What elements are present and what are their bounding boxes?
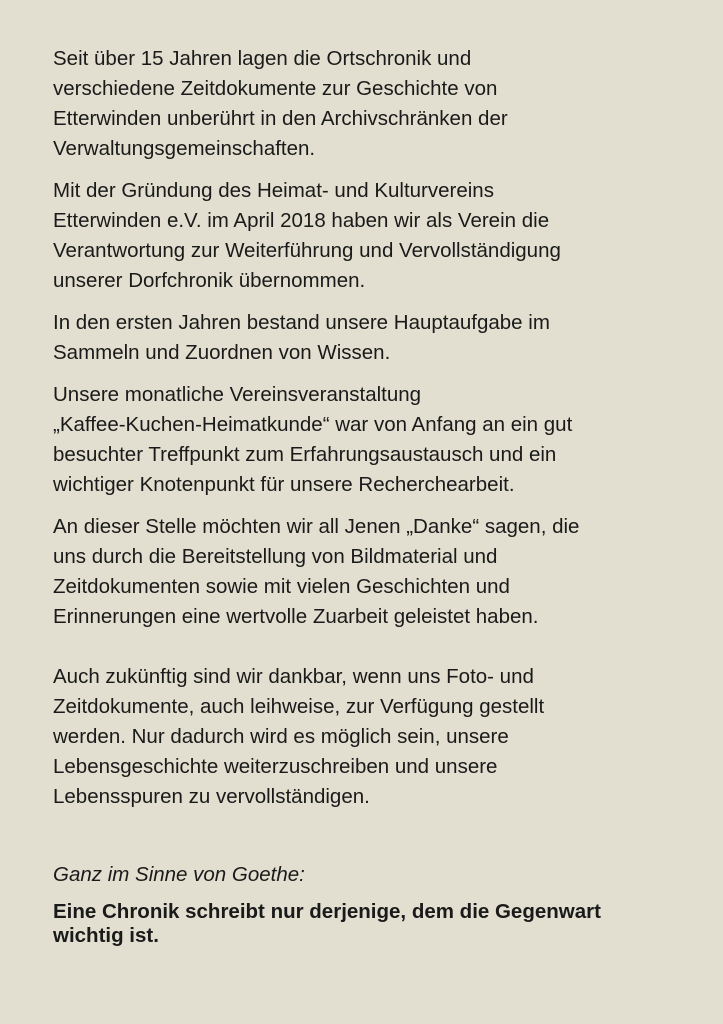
paragraph-main-task: In den ersten Jahren bestand unsere Hauptaufgabe im Sammeln und Zuordnen von Wissen. (53, 311, 550, 364)
paragraph-thanks: An dieser Stelle möchten wir all Jenen „Danke“ sagen, die uns durch die Bereitstellung von Bildmaterial und Zeitdokumenten sowie mit vielen Geschichten und Erinnerungen eine wertvolle Zuarbeit geleistet haben. (53, 515, 580, 628)
paragraph-monthly-event: Unsere monatliche Vereinsveranstaltung „Kaffee-Kuchen-Heimatkunde“ war von Anfang an ein gut besuchter Treffpunkt zum Erfahrungsaustausch und ein wichtiger Knotenpunkt für unsere Recherchearbeit. (53, 383, 573, 496)
paragraph-association-founding: Mit der Gründung des Heimat- und Kulturvereins Etterwinden e.V. im April 2018 haben wir als Verein die Verantwortung zur Weiterführung und Vervollständigung unserer Dorfchronik übernommen. (53, 179, 561, 292)
goethe-quote: Eine Chronik schreibt nur derjenige, dem die Gegenwart wichtig ist. (53, 900, 601, 947)
paragraph-future-request: Auch zukünftig sind wir dankbar, wenn uns Foto- und Zeitdokumente, auch leihweise, zur Verfügung gestellt werden. Nur dadurch wird es möglich sein, unsere Lebensgeschichte weiterzuschreiben und unsere Lebensspuren zu vervollständigen. (53, 665, 545, 808)
quote-intro: Ganz im Sinne von Goethe: (53, 863, 305, 886)
paragraph-archive-history: Seit über 15 Jahren lagen die Ortschronik und verschiedene Zeitdokumente zur Geschichte von Etterwinden unberührt in den Archivschränken der Verwaltungsgemeinschaften. (53, 47, 508, 160)
document-page (53, 44, 683, 948)
